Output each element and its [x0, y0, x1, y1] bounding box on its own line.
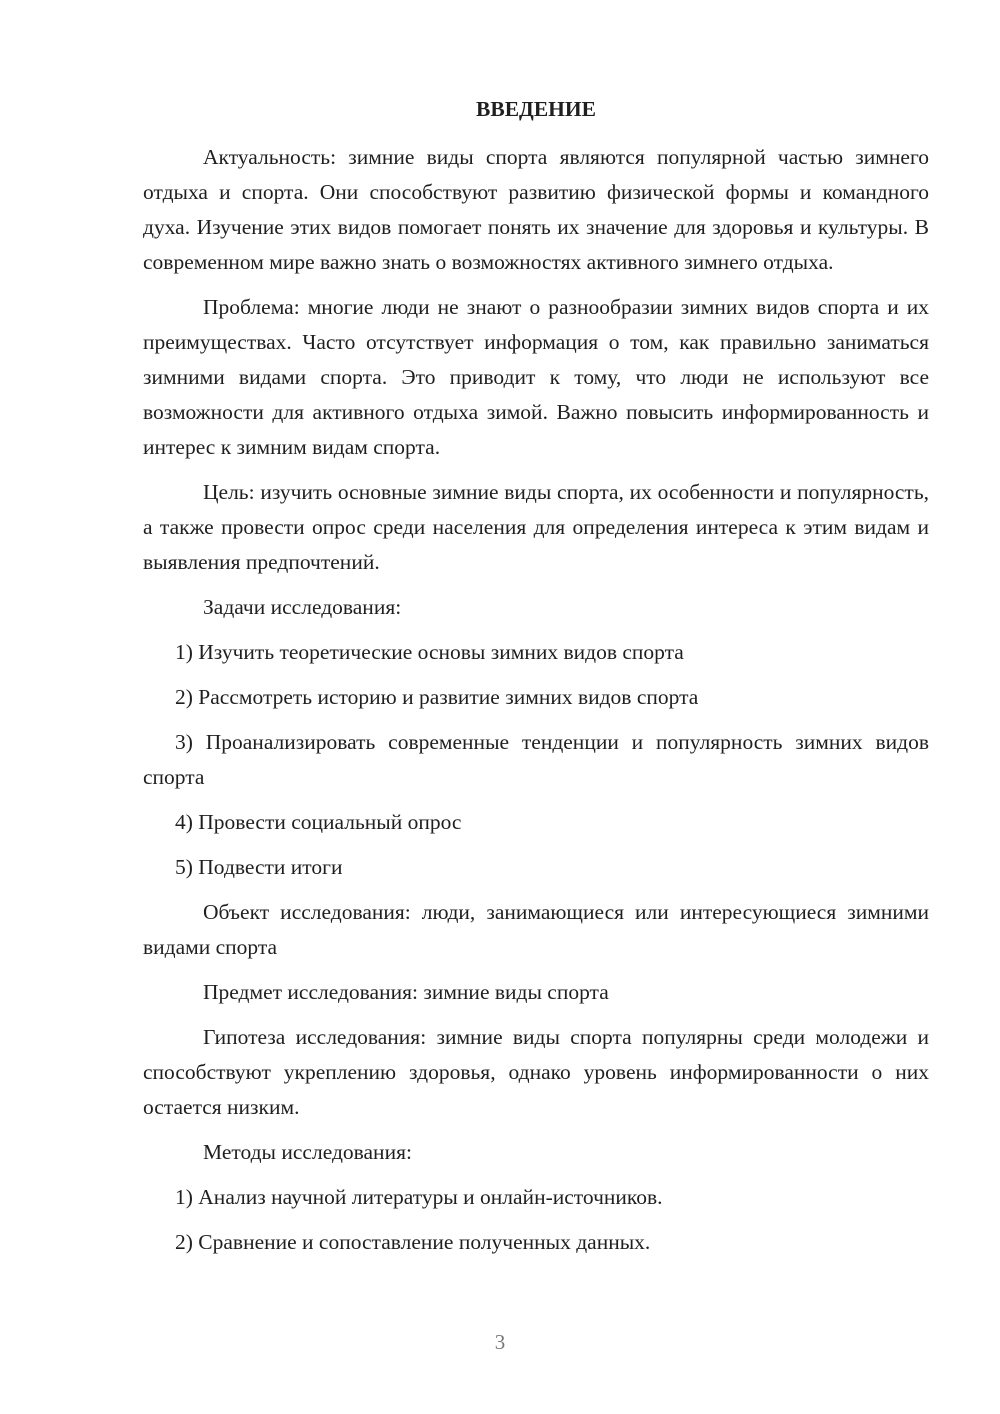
methods-heading: Методы исследования: — [203, 1140, 412, 1164]
subject-paragraph: Предмет исследования: зимние виды спорта — [203, 980, 609, 1004]
task-item: 5) Подвести итоги — [175, 855, 343, 879]
problem-paragraph: Проблема: многие люди не знают о разнообразии зимних видов спорта и их преимуществах. Часто отсутствует информация о том, как правильно заниматься зимними видами спорта. Это приводит к тому, что люди не используют все возможности для активного отдыха зимой. Важно повысить информированность и интерес к зимним видам спорта. — [143, 295, 929, 459]
method-item: 1) Анализ научной литературы и онлайн-источников. — [175, 1185, 663, 1209]
tasks-heading: Задачи исследования: — [203, 595, 402, 619]
object-paragraph: Объект исследования: люди, занимающиеся или интересующиеся зимними видами спорта — [143, 900, 929, 959]
hypothesis-paragraph: Гипотеза исследования: зимние виды спорта популярны среди молодежи и способствуют укреплению здоровья, однако уровень информированности о них остается низким. — [143, 1025, 929, 1119]
page-number: 3 — [494, 1330, 506, 1354]
relevance-paragraph: Актуальность: зимние виды спорта являются популярной частью зимнего отдыха и спорта. Они способствуют развитию физической формы и командного духа. Изучение этих видов помогает понять их значение для здоровья и культуры. В современном мире важно знать о возможностях активного зимнего отдыха. — [143, 145, 929, 274]
task-item: 4) Провести социальный опрос — [175, 810, 462, 834]
page-title: ВВЕДЕНИЕ — [476, 97, 596, 121]
task-item: 1) Изучить теоретические основы зимних видов спорта — [175, 640, 684, 664]
task-item: 2) Рассмотреть историю и развитие зимних видов спорта — [175, 685, 699, 709]
method-item: 2) Сравнение и сопоставление полученных данных. — [175, 1230, 651, 1254]
document-page — [143, 92, 929, 1270]
goal-paragraph: Цель: изучить основные зимние виды спорта, их особенности и популярность, а также провести опрос среди населения для определения интереса к этим видам и выявления предпочтений. — [143, 480, 929, 574]
task-item: 3) Проанализировать современные тенденции и популярность зимних видов спорта — [143, 730, 929, 789]
